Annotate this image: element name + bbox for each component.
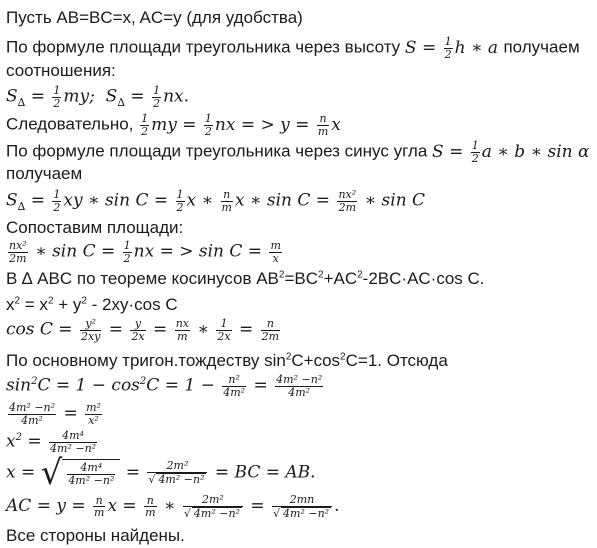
line-therefore: Следовательно, $\frac{1}{2}$ my = $\frac{1}{2}$ nx = > y = $\frac{n}{m}$ x: [6, 112, 341, 138]
fraction-half: $\frac{1}{2}$: [153, 84, 161, 110]
line-sine-result: $\frac{\text{nx²}}{2m}$ ∗ sin C = $\frac{1}{2}$ nx = > sin C = $\frac{m}{x}$: [9, 239, 281, 265]
line-sine-area-expansion: $S_\Delta$ = $\frac{1}{2}$ xy ∗ sin C = $\frac{1}{2}$ x ∗ $\frac{n}{m}$ x ∗ sin C = $\frac{\text{nx²}}{2m}$ ∗ sin C: [6, 188, 426, 214]
fraction-half: $\frac{1}{2}$: [444, 35, 452, 61]
line-ratio: $\frac{\text{4m² −n²}}{\text{4m²}}$ = $\frac{\text{m²}}{\text{x²}}$: [9, 401, 101, 427]
line-given: [6, 9, 303, 26]
given-text: Пусть AB=BC=x, AC=y (для удобства): [6, 8, 303, 27]
line-cosine-substitution: $x^2 = x^2 + y^2 - 2xy\cdot\cos$ C: [6, 295, 178, 314]
line-area-sine-formula: По формуле площади треугольника через синус угла S = $\frac{1}{2}$ a ∗ b ∗ sin α: [6, 139, 590, 165]
line-compare-areas: Сопоставим площади:: [6, 218, 184, 237]
fraction-half: $\frac{1}{2}$: [53, 84, 61, 110]
line-area-relations: $S_\Delta$ = $\frac{1}{2}$ my; $S_\Delta$ = $\frac{1}{2}$ nx.: [6, 84, 190, 110]
formula-result-text: получаем: [503, 37, 580, 57]
formula-intro-text: По формуле площади треугольника через высоту: [6, 37, 401, 57]
area-formula: S = $\frac{1}{2}$ h ∗ a: [404, 35, 499, 61]
line-identity: По основному тригон.тождеству $\sin^2C+\cos^2C=1$. Отсюда: [6, 351, 448, 370]
sine-area-formula: S = $\frac{1}{2}$ a ∗ b ∗ sin α: [432, 139, 590, 165]
line-ac-value: AC = y = $\frac{n}{m}$ x = $\frac{n}{m}$ ∗ $\frac{\text{2m²}}{\text{√ 4m² −n²}}$ = $\frac{2mn}{\text{√ 4m² −n²}}$ .: [6, 493, 340, 520]
line-x-squared: $x^2$ = $\frac{\text{4m⁴}}{\text{4m² −n²}}$: [6, 429, 97, 455]
line-conclusion: Все стороны найдены.: [6, 526, 185, 545]
line-x-value: x = √ $\frac{\text{4m⁴}}{\text{4m² −n²}}$ = $\frac{\text{2m²}}{\text{√ 4m² −n²}}$ = BC = AB.: [6, 453, 316, 493]
line-relations-label: соотношения:: [6, 61, 116, 80]
line-cos-c: cos C = $\frac{\text{y²}}{2xy}$ = $\frac{y}{2x}$ = $\frac{nx}{m}$ ∗ $\frac{1}{2x}$ = $\frac{n}{2m}$: [6, 317, 280, 343]
line-sin-squared: $\sin^2C = 1 - \cos^2C = 1$ − $\frac{\text{n²}}{\text{4m²}}$ = $\frac{\text{4m² −n²}}{\text{4m²}}$: [6, 373, 323, 399]
line-cosine-theorem: В ∆ ABC по теореме косинусов $AB^2=BC^2+AC^2-2BC\cdot AC\cdot\cos$ C.: [6, 269, 485, 288]
line-obtain: получаем: [6, 164, 83, 183]
line-area-height-formula: [6, 36, 580, 60]
